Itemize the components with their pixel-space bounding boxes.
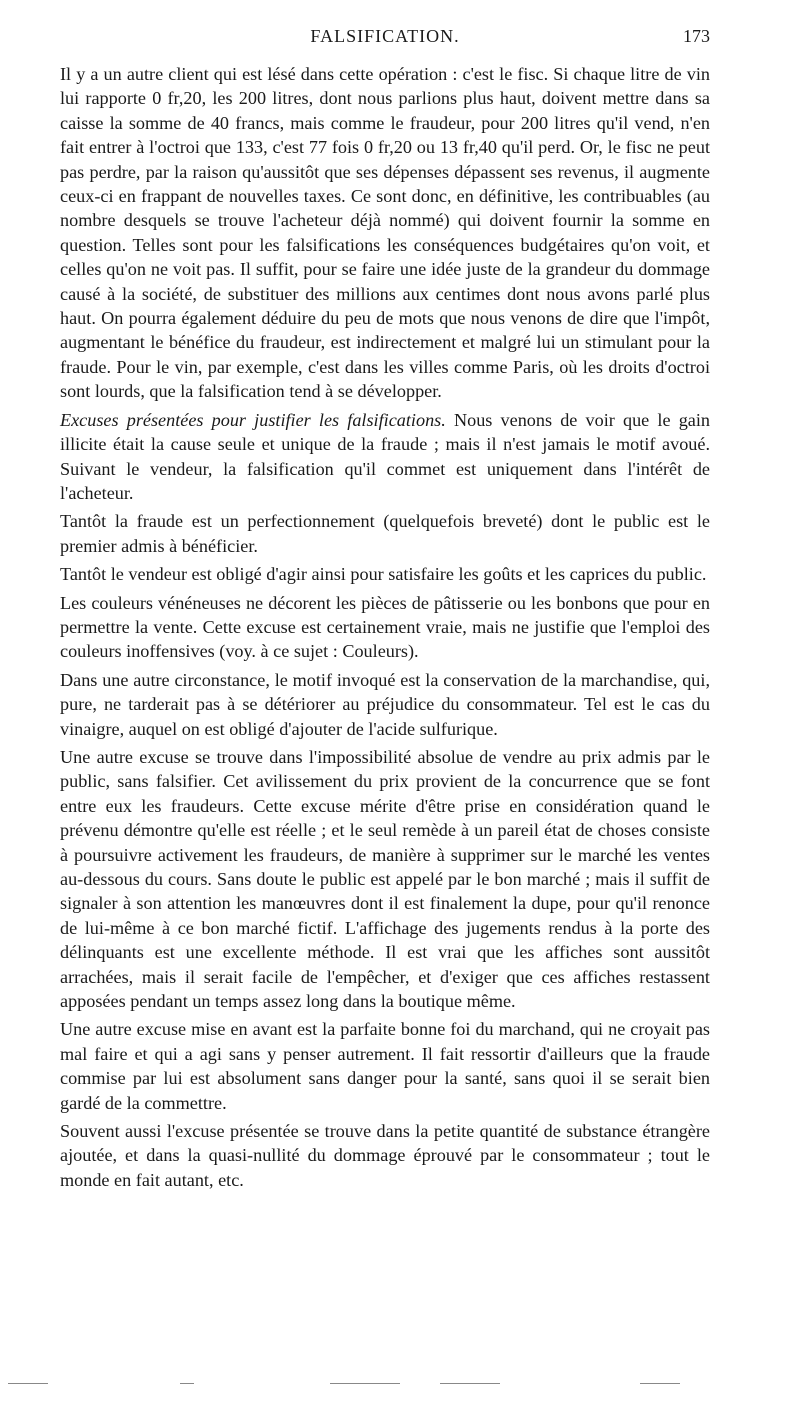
scan-mark <box>440 1383 500 1384</box>
body-text <box>60 62 710 1196</box>
paragraph-fisc: Il y a un autre client qui est lésé dans cette opération : c'est le fisc. Si chaque litre de vin lui rapporte 0 fr,20, les 200 litres, dont nous parlions plus haut, doivent mettre dans sa caisse la somme de 40 francs, mais comme le fraudeur, pour 200 litres qu'il vend, n'en fait entrer à l'octroi que 133, c'est 77 fois 0 fr,20 ou 13 fr,40 qu'il perd. Or, le fisc ne peut pas perdre, par la raison qu'aussitôt que ses dépenses dépassent ses revenus, il augmente ceux-ci en frappant de nouvelles taxes. Ce sont donc, en définitive, les contribuables (au nombre desquels se trouve l'acheteur déjà nommé) qui doivent fournir la somme en question. Telles sont pour les falsifications les conséquences budgétaires qu'on voit, et celles qu'on ne voit pas. Il suffit, pour se faire une idée juste de la grandeur du dommage causé à la société, de substituer des millions aux centimes dont nous avons parlé plus haut. On pourra également déduire du peu de mots que nous venons de dire que l'impôt, augmentant le bénéfice du fraudeur, est indirectement et malgré lui un stimulant pour la fraude. Pour le vin, par exemple, c'est dans les villes comme Paris, où les droits d'octroi sont lourds, que la falsification tend à se développer. <box>60 64 710 402</box>
paragraph-gouts: Tantôt le vendeur est obligé d'agir ainsi pour satisfaire les goûts et les caprices du public. <box>60 564 707 585</box>
scan-mark <box>640 1383 680 1384</box>
paragraph-perfectionnement: Tantôt la fraude est un perfectionnement (quelquefois breveté) dont le public est le premier admis à bénéficier. <box>60 511 710 556</box>
scan-mark <box>8 1383 48 1384</box>
paragraph-bonne-foi: Une autre excuse mise en avant est la parfaite bonne foi du marchand, qui ne croyait pas mal faire et qui a agi sans y penser autrement. Il fait ressortir d'ailleurs que la fraude commise par lui est absolument sans danger pour la santé, sans quoi il se serait bien gardé de la commettre. <box>60 1019 710 1113</box>
running-title: FALSIFICATION. <box>310 26 460 46</box>
page-number: 173 <box>683 26 710 46</box>
paragraph-quantite: Souvent aussi l'excuse présentée se trouve dans la petite quantité de substance étrangère ajoutée, et dans la quasi-nullité du dommage éprouvé par le consommateur ; tout le monde en fait autant, etc. <box>60 1121 710 1190</box>
scan-mark <box>330 1383 400 1384</box>
scan-mark <box>180 1383 194 1384</box>
paragraph-couleurs: Les couleurs vénéneuses ne décorent les pièces de pâtisserie ou les bonbons que pour en permettre la vente. Cette excuse est certainement vraie, mais ne justifie que l'emploi des couleurs inoffensives (voy. à ce sujet : Couleurs). <box>60 592 710 662</box>
paragraph-conservation: Dans une autre circonstance, le motif invoqué est la conservation de la marchandise, qui, pure, ne tarderait pas à se détériorer au préjudice du consommateur. Tel est le cas du vinaigre, auquel on est obligé d'ajouter de l'acide sulfurique. <box>60 669 710 739</box>
page-header <box>60 26 710 52</box>
paragraph-excuses <box>60 408 710 506</box>
paragraph-excuses-text: Nous venons de voir que le gain illicite était la cause seule et unique de la fraude ; mais il n'est jamais le motif avoué. Suivant le vendeur, la falsification qu'il commet est uniquement dans l'intérêt de l'acheteur. <box>60 409 711 503</box>
section-lead: Excuses présentées pour justifier les falsifications. <box>60 409 446 430</box>
paragraph-prix: Une autre excuse se trouve dans l'impossibilité absolue de vendre au prix admis par le public, sans falsifier. Cet avilissement du prix provient de la concurrence que se font entre eux les fraudeurs. Cette excuse mérite d'être prise en considération quand le prévenu démontre qu'elle est réelle ; et le seul remède à un pareil état de choses consiste à poursuivre activement les fraudeurs, de manière à supprimer sur le marché les ventes au-dessous du cours. Sans doute le public est appelé par le bon marché ; mais il suffit de signaler à son attention les manœuvres dont il est finalement la dupe, pour qu'il renonce de lui-même à ce bon marché fictif. L'affichage des jugements rendus à la porte des délinquants est une excellente méthode. Il est vrai que les affiches sont aussitôt arrachées, mais il serait facile de l'empêcher, et d'exiger que ces affiches restassent apposées pendant un temps assez long dans la boutique même. <box>60 746 710 1012</box>
bottom-scan-marks <box>0 1375 800 1395</box>
